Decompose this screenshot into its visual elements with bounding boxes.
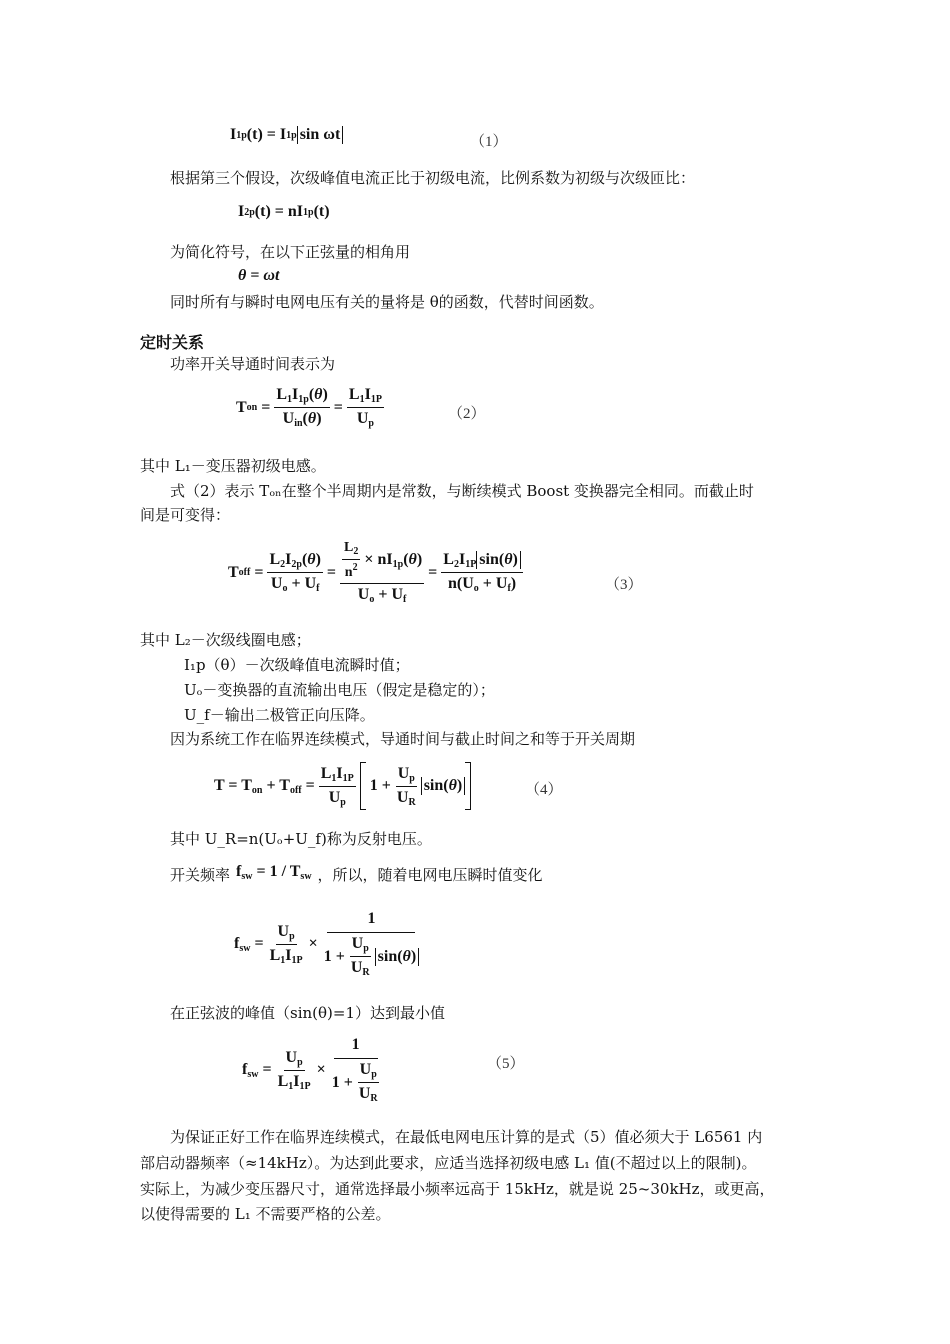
fraction: $\frac{U_p}{U_R}$ [396,764,416,808]
paragraph: 根据第三个假设，次级峰值电流正比于初级电流，比例系数为初级与次级匝比： [170,169,696,187]
paragraph: 间是可变得： [140,506,231,524]
fraction: $\frac{L_2}{n^2}$ × $nI_{1p}(\theta)$ $U_o + U_f$ [340,540,424,605]
fraction: $\frac{L_1I_{1P}}{U_p}$ [348,386,382,429]
equation-fsw: $f_{sw}$ = $\frac{U_p}{L_1I_{1P}}$ × 1 1 + $\frac{U_p}{U_R}$ sin(θ) [234,910,421,978]
paragraph: 式（2）表示 Tₒₙ在整个半周期内是常数，与断续模式 Boost 变换器完全相同。而截止时 [170,482,754,500]
fraction: $\frac{L_1I_{1p}(\theta)}{U_{in}(\theta)}$ [276,386,328,429]
paragraph: 部启动器频率（≈14kHz）。为达到此要求，应适当选择初级电感 L₁ 值(不超过以上的限制)。 [140,1154,757,1172]
paragraph: 为保证正好工作在临界连续模式，在最低电网电压计算的是式（5）值必须大于 L6561 内 [170,1128,763,1146]
fraction: $\frac{U_p}{L_1I_{1P}}$ [277,1048,311,1092]
paragraph: U_f－输出二极管正向压降。 [184,706,375,724]
equation-1: I 1p (t) = I 1p sin ωt [230,126,343,144]
fraction: $\frac{L_2I_{1P} \sin(\theta)}{n(U_o + U_f)}$ [441,551,523,594]
paragraph: 其中 L₂－次级线圈电感； [140,631,311,649]
equation-5: $f_{sw}$ = $\frac{U_p}{L_1I_{1P}}$ × 1 1 + $\frac{U_p}{U_R}$ [242,1036,382,1104]
equation-4: $T = T_{on} + T_{off}$ = $\frac{L_1I_{1P}}{U_p}$ 1 + $\frac{U_p}{U_R}$ sin(θ) [214,762,471,810]
equation-3: T off = $\frac{L_2I_{2p}(\theta)}{U_o + U_f}$ = $\frac{L_2}{n^2}$ × $nI_{1p}(\theta)$ $U_o + U_f$ = $\frac{L_2I_{1P} \sin(\theta)}{n(U_o + U_f)}$ [228,540,523,605]
paragraph: 在正弦波的峰值（sin(θ)=1）达到最小值 [170,1004,446,1022]
fraction: $\frac{U_p}{L_1I_{1P}}$ [269,922,303,966]
equation-i2p: I 2p (t) = nI 1p (t) [238,203,330,220]
equation-5-number: （5） [487,1056,525,1072]
paragraph: 其中 U_R=n(Uₒ+U_f)称为反射电压。 [170,830,432,848]
equation-2-number: （2） [448,406,486,422]
fraction: $\frac{L_2I_{2p}(\theta)}{U_o + U_f}$ [269,551,321,594]
paragraph-fsw: 开关频率 $f_{sw} = 1 / T_{sw}$ ，所以，随着电网电压瞬时值变化 [170,863,543,884]
equation-theta: θ = ωt [238,267,280,284]
paragraph: I₁p（θ）－次级峰值电流瞬时值； [184,656,410,674]
paragraph: 以使得需要的 L₁ 不需要严格的公差。 [140,1205,391,1223]
fraction: $\frac{L_1I_{1P}}{U_p}$ [320,764,354,808]
paragraph: 其中 L₁－变压器初级电感。 [140,457,326,475]
paragraph: Uₒ－变换器的直流输出电压（假定是稳定的）； [184,681,495,699]
paragraph: 同时所有与瞬时电网电压有关的量将是 θ的函数，代替时间函数。 [170,293,604,311]
equation-4-number: （4） [525,782,563,798]
equation-2: T on = $\frac{L_1I_{1p}(\theta)}{U_{in}(\theta)}$ = $\frac{L_1I_{1P}}{U_p}$ [236,386,382,429]
section-heading: 定时关系 [140,333,205,352]
fraction: 1 1 + $\frac{U_p}{U_R}$ [331,1036,378,1104]
equation-1-number: （1） [470,134,508,150]
paragraph: 为简化符号，在以下正弦量的相角用 [170,243,411,261]
fraction: 1 1 + $\frac{U_p}{U_R}$ sin(θ) [322,910,421,978]
paragraph: 功率开关导通时间表示为 [170,355,336,373]
paragraph: 因为系统工作在临界连续模式，导通时间与截止时间之和等于开关周期 [170,730,636,748]
equation-3-number: （3） [605,577,643,593]
paragraph: 实际上，为减少变压器尺寸，通常选择最小频率远高于 15kHz，就是说 25~30kHz，或更高， [140,1180,775,1198]
